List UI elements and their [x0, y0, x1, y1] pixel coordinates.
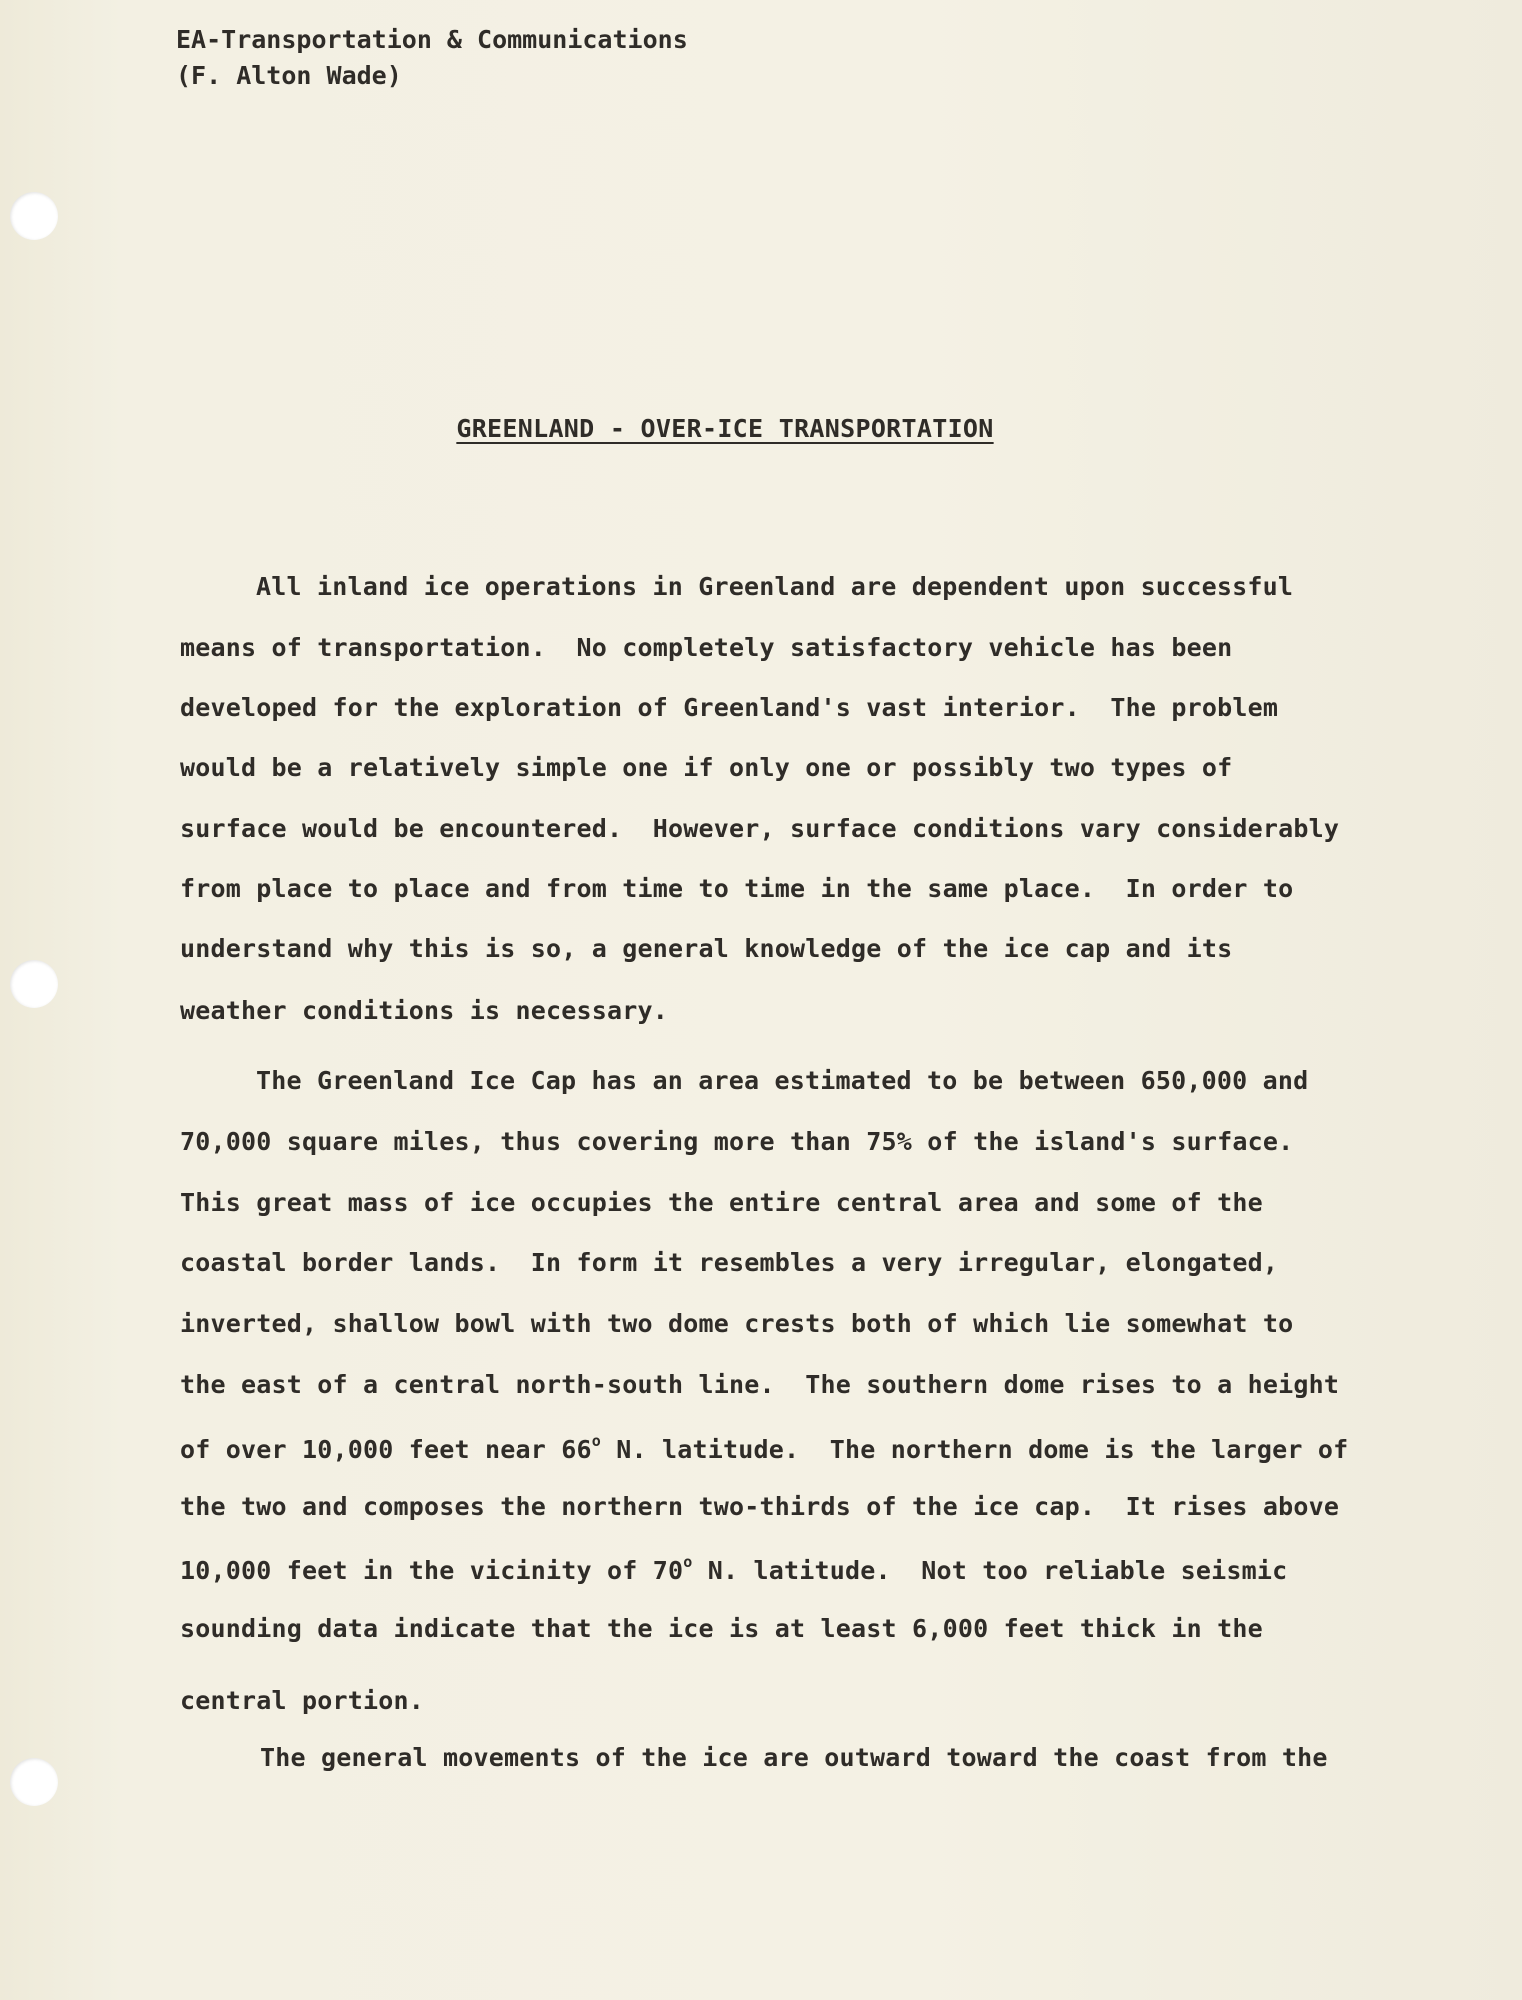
body-line: weather conditions is necessary. — [180, 996, 669, 1025]
header-line: EA-Transportation & Communications — [176, 25, 688, 54]
body-line: central portion. — [180, 1686, 425, 1715]
body-line: The general movements of the ice are outward toward the coast from the — [260, 1743, 1328, 1772]
document-header — [176, 22, 688, 94]
header-line: (F. Alton Wade) — [176, 61, 402, 90]
body-line: developed for the exploration of Greenland's vast interior. The problem — [180, 693, 1279, 722]
punch-hole — [10, 960, 58, 1008]
degree-mark: o — [683, 1553, 693, 1571]
body-text: N. latitude. Not too reliable seismic — [692, 1556, 1288, 1585]
body-text: N. latitude. The northern dome is the larger of — [601, 1435, 1349, 1464]
punch-hole — [10, 192, 58, 240]
body-line — [180, 1432, 1348, 1464]
body-text: 10,000 feet in the vicinity of 70 — [180, 1556, 684, 1585]
body-line: would be a relatively simple one if only one or possibly two types of — [180, 753, 1233, 782]
body-line — [180, 1553, 1287, 1585]
body-line: The Greenland Ice Cap has an area estimated to be between 650,000 and — [256, 1066, 1309, 1095]
body-line: means of transportation. No completely satisfactory vehicle has been — [180, 633, 1233, 662]
body-line: This great mass of ice occupies the entire central area and some of the — [180, 1188, 1263, 1217]
body-line: inverted, shallow bowl with two dome crests both of which lie somewhat to — [180, 1309, 1294, 1338]
degree-mark: o — [591, 1432, 602, 1450]
body-line: the two and composes the northern two-thirds of the ice cap. It rises above — [180, 1492, 1340, 1521]
document-title: GREENLAND - OVER-ICE TRANSPORTATION — [456, 414, 994, 443]
body-line: surface would be encountered. However, surface conditions vary considerably — [180, 814, 1340, 843]
body-text: of over 10,000 feet near 66 — [180, 1435, 592, 1464]
punch-hole — [10, 1758, 58, 1806]
body-line: All inland ice operations in Greenland are dependent upon successful — [256, 572, 1294, 601]
body-line: understand why this is so, a general knowledge of the ice cap and its — [180, 934, 1233, 963]
body-line: sounding data indicate that the ice is at least 6,000 feet thick in the — [180, 1614, 1263, 1643]
body-line: from place to place and from time to time in the same place. In order to — [180, 874, 1294, 903]
body-line: 70,000 square miles, thus covering more than 75% of the island's surface. — [180, 1127, 1294, 1156]
body-line: the east of a central north-south line. The southern dome rises to a height — [180, 1370, 1340, 1399]
body-line: coastal border lands. In form it resembles a very irregular, elongated, — [180, 1248, 1279, 1277]
